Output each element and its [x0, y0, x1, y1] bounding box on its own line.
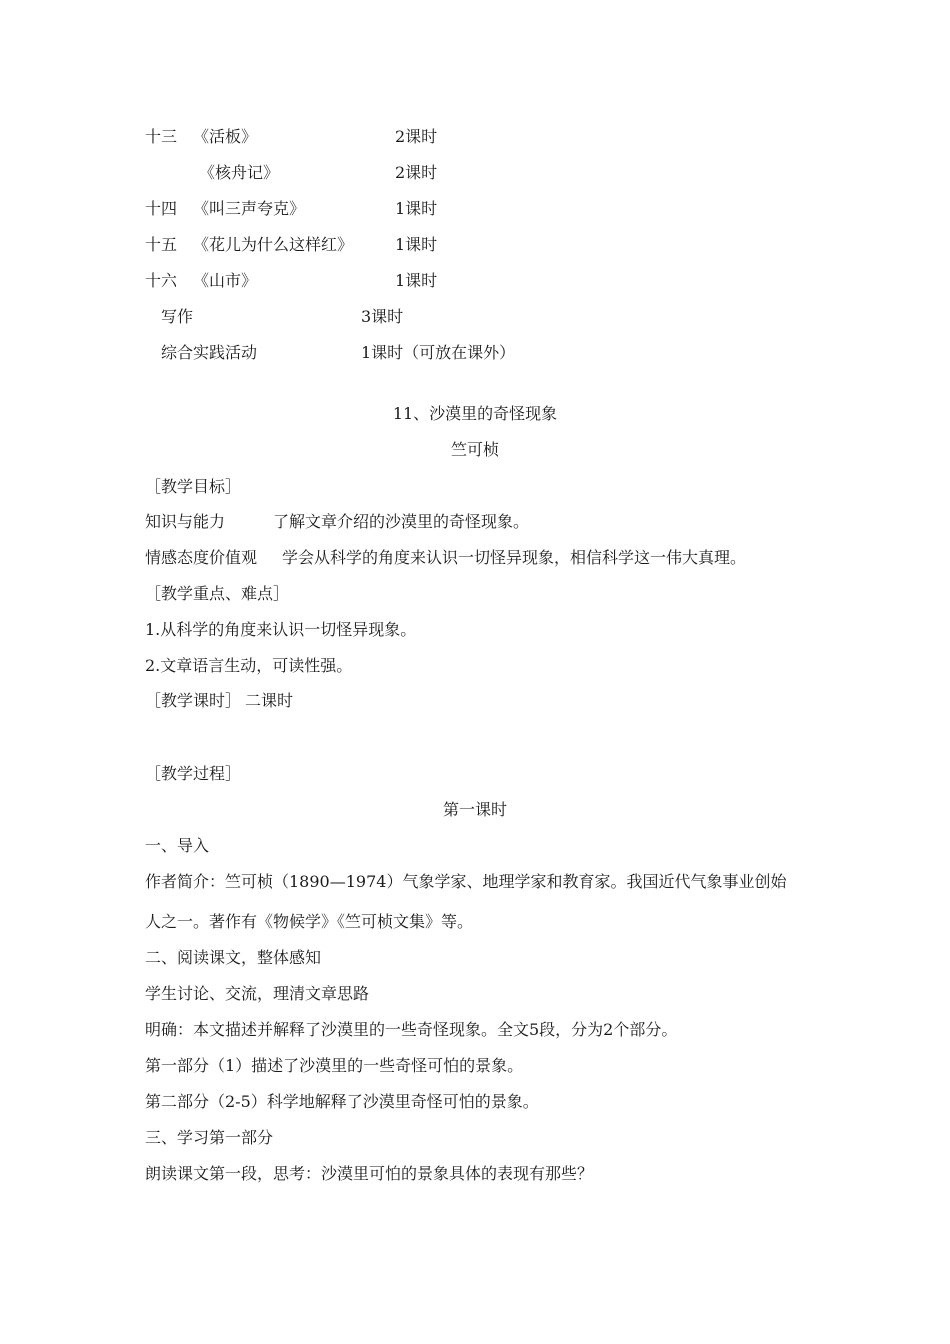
paragraph-line: 朗读课文第一段，思考：沙漠里可怕的景象具体的表现有那些？: [145, 1164, 594, 1183]
lesson-title: 写作: [161, 307, 194, 326]
unit-number: 十四: [145, 199, 178, 218]
keypoint-item: 2.文章语言生动，可读性强。: [145, 656, 353, 675]
paragraph-line: 第二部分（2-5）科学地解释了沙漠里奇怪可怕的景象。: [145, 1092, 539, 1111]
hours-value: 二课时: [245, 691, 294, 710]
lesson-hours: 1课时: [395, 271, 438, 290]
lesson-title: 《山市》: [193, 271, 258, 290]
unit-number: 十五: [145, 235, 178, 254]
lesson-hours: 1课时: [395, 199, 438, 218]
lesson-hours: 2课时: [395, 127, 438, 146]
lesson-title: 《叫三声夸克》: [193, 199, 306, 218]
keypoint-item: 1.从科学的角度来认识一切怪异现象。: [145, 620, 417, 639]
lesson-title: 《活板》: [193, 127, 258, 146]
lesson-title: 综合实践活动: [161, 343, 258, 362]
section-heading: 一、导入: [145, 836, 210, 855]
keypoints-header: ［教学重点、难点］: [145, 584, 290, 603]
paragraph-line: 人之一。著作有《物候学》《竺可桢文集》等。: [145, 912, 474, 931]
paragraph-line: 第一部分（1）描述了沙漠里的一些奇怪可怕的景象。: [145, 1056, 524, 1075]
period-heading: 第一课时: [442, 800, 507, 819]
paragraph-line: 作者简介：竺可桢（1890—1974）气象学家、地理学家和教育家。我国近代气象事业创始: [145, 872, 787, 891]
section-heading: 三、学习第一部分: [145, 1128, 274, 1147]
emotion-text: 学会从科学的角度来认识一切怪异现象，相信科学这一伟大真理。: [282, 548, 747, 567]
lesson-title: 《核舟记》: [199, 163, 280, 182]
lesson-title-heading: 11、沙漠里的奇怪现象: [392, 404, 558, 423]
lesson-hours: 1课时: [395, 235, 438, 254]
lesson-hours: 1课时（可放在课外）: [361, 343, 516, 362]
knowledge-text: 了解文章介绍的沙漠里的奇怪现象。: [273, 512, 530, 531]
lesson-author: 竺可桢: [450, 440, 499, 459]
objectives-header: ［教学目标］: [145, 477, 242, 496]
knowledge-label: 知识与能力: [145, 512, 226, 531]
lesson-hours: 2课时: [395, 163, 438, 182]
paragraph-line: 学生讨论、交流，理清文章思路: [145, 984, 370, 1003]
unit-number: 十三: [145, 127, 178, 146]
lesson-hours: 3课时: [361, 307, 404, 326]
process-header: ［教学过程］: [145, 764, 242, 783]
lesson-title: 《花儿为什么这样红》: [193, 235, 354, 254]
unit-number: 十六: [145, 271, 178, 290]
hours-label: ［教学课时］: [145, 691, 242, 710]
paragraph-line: 明确：本文描述并解释了沙漠里的一些奇怪现象。全文5段，分为2个部分。: [145, 1020, 678, 1039]
emotion-label: 情感态度价值观: [145, 548, 258, 567]
section-heading: 二、阅读课文，整体感知: [145, 948, 322, 967]
